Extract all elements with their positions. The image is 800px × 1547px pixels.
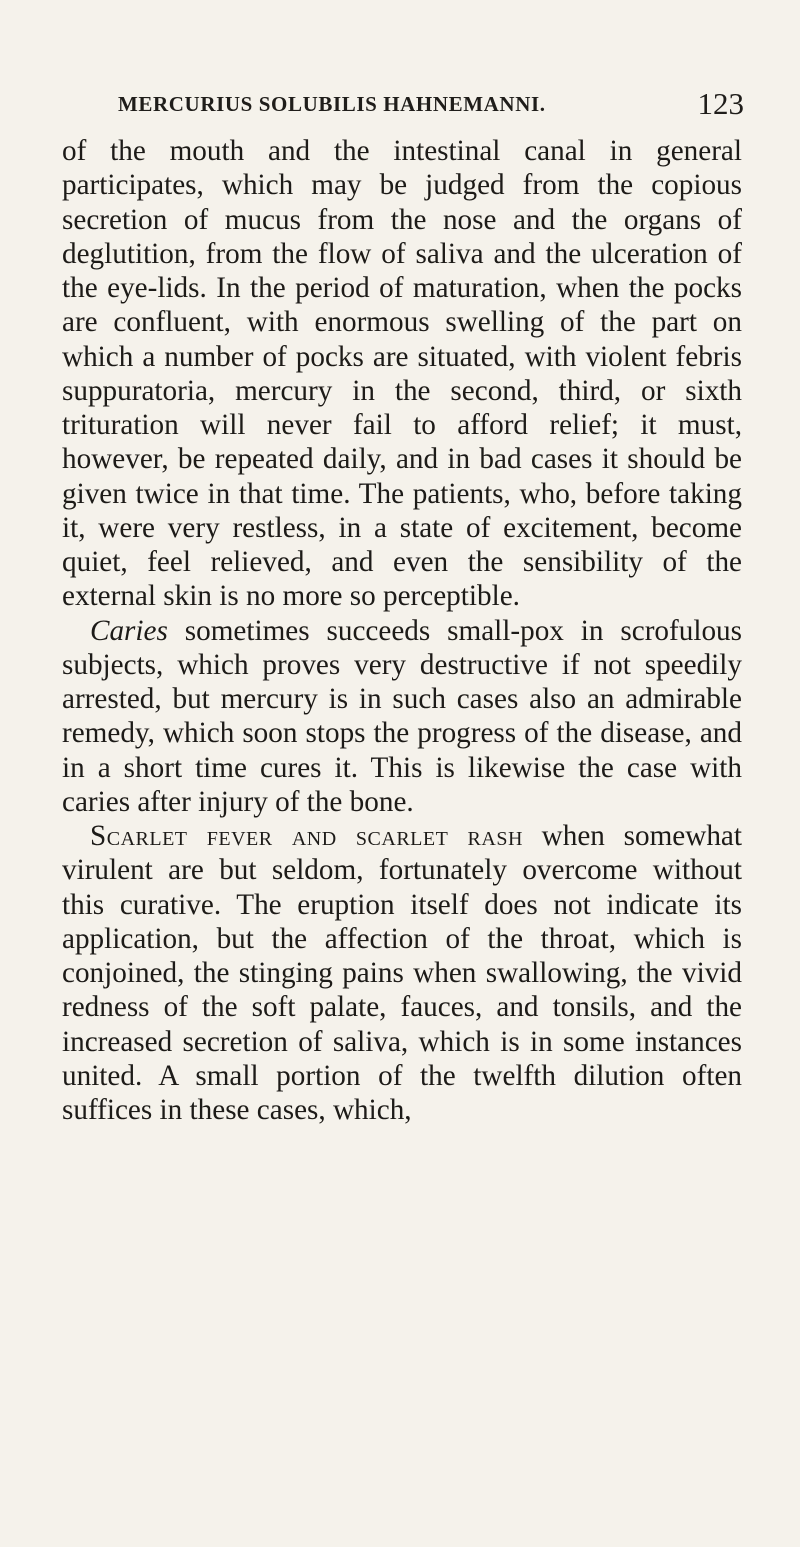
paragraph-text: of the mouth and the intestinal canal in general participates, which may be judged from the copious secretion of mucus from the nose and the organs of deglutition, from the flow of saliva and the ulceration of the eye-lids. In the period of maturation, when the pocks are confluent, with enormous swelling of the part on which a number of pocks are situated, with violent febris suppuratoria, mercury in the second, third, or sixth trituration will never fail to afford relief; it must, however, be repeated daily, and in bad cases it should be given twice in that time. The patients, who, before taking it, were very restless, in a state of excitement, become quiet, feel relieved, and even the sensibility of the external skin is no more so perceptible. [62,135,742,613]
paragraph-text: when somewhat virulent are but seldom, fortunately overcome without this curative. The eruption itself does not indicate its application, but the affection of the throat, which is conjoined, the stinging pains when swallowing, the vivid redness of the soft palate, fauces, and tonsils, and the increased secretion of saliva, which is in some instances united. A small portion of the twelfth dilution often suffices in these cases, which, [62,820,742,1126]
page-number: 123 [697,86,744,121]
paragraph-scarlet-fever [62,819,742,1127]
running-head [62,88,742,128]
paragraph-caries [62,614,742,820]
scarlet-fever-term: Scarlet fever and scarlet rash [90,820,523,852]
body-text [62,134,742,1127]
paragraph-continuation [62,134,742,614]
running-title: MERCURIUS SOLUBILIS HAHNEMANNI. [118,92,546,116]
paragraph-text: sometimes succeeds small-pox in scrofulous subjects, which proves very destructive if not speedily arrested, but mercury is in such cases also an admirable remedy, which soon stops the progress of the disease, and in a short time cures it. This is likewise the case with caries after injury of the bone. [62,614,742,818]
caries-term: Caries [90,614,168,647]
